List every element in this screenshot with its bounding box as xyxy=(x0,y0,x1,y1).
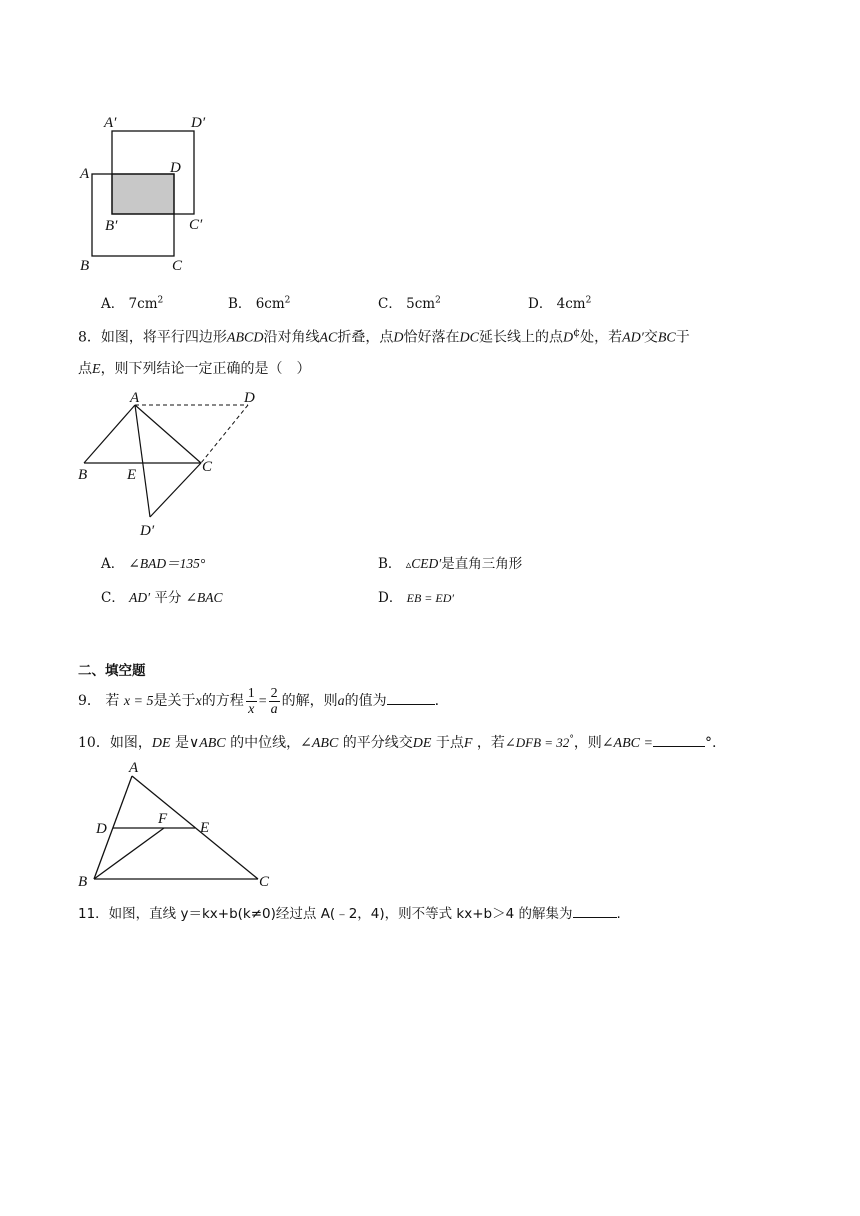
q8-line-ad-prime xyxy=(135,405,150,517)
q8-math: AD′ xyxy=(622,330,644,346)
q9-math: x = 5 xyxy=(123,694,154,709)
q10-math: ∠ABC xyxy=(300,736,339,751)
q8-math-sup: ¢ xyxy=(573,326,581,339)
q7-label-d-prime: D′ xyxy=(191,115,206,131)
q8-text: 延长线上的点 xyxy=(478,329,563,346)
q7-option-d-sup: 2 xyxy=(585,295,592,306)
q7-label-d: D xyxy=(170,160,181,176)
q8-line-ab xyxy=(84,405,135,463)
q10-math: ∨ABC xyxy=(188,736,226,751)
q9-answer-blank[interactable] xyxy=(387,704,435,705)
q8-option-b-text: 是直角三角形 xyxy=(441,556,523,572)
q10-text-part: 是 xyxy=(174,735,189,751)
q8-label-e: E xyxy=(127,467,137,483)
q7-label-c-prime: C′ xyxy=(189,217,203,233)
q7-option-a-sup: 2 xyxy=(157,295,164,306)
q7-label-b-prime: B′ xyxy=(105,218,118,234)
q8-text: 如图，将平行四边形 xyxy=(100,329,227,346)
q8-option-c-math: AD′ xyxy=(129,590,151,605)
q11-end: . xyxy=(616,906,621,922)
q9-text-part: 的解，则 xyxy=(281,693,338,709)
q9-number: 9． xyxy=(78,693,101,709)
q8-option-b-math: CED′ xyxy=(411,556,442,571)
q9-text-part: 的值为 xyxy=(344,693,387,709)
q8-option-a xyxy=(101,552,205,572)
q10-math: DE xyxy=(412,736,432,751)
q10-text xyxy=(78,732,716,752)
q8-text: 沿对角线 xyxy=(263,329,320,346)
q8-math: DC xyxy=(459,330,479,346)
q10-math: ∠DFB = 32 xyxy=(504,735,570,750)
q8-text: 点 xyxy=(78,361,92,377)
q8-math: D xyxy=(393,330,404,346)
q8-text: 交 xyxy=(643,329,658,346)
q7-option-c-letter: C． xyxy=(378,296,402,312)
q8-text: 处，若 xyxy=(580,329,623,346)
q9-frac1-num: 1 xyxy=(247,685,255,701)
q8-option-b-letter: B． xyxy=(378,556,402,572)
q8-math: AC xyxy=(319,330,338,346)
q11-question: 11．如图，直线 y＝kx+b(k≠0)经过点 A(﹣2，4)，则不等式 kx+b＞4 的解集为 xyxy=(78,906,573,922)
q10-answer-blank[interactable] xyxy=(653,746,705,747)
q9-fraction-2 xyxy=(269,686,280,717)
q10-text-part: 如图， xyxy=(109,735,152,751)
q7-option-a xyxy=(101,292,163,312)
q10-label-a: A xyxy=(129,760,139,776)
q8-option-b xyxy=(378,552,522,572)
q9-text-part: 若 xyxy=(105,693,120,709)
q7-option-a-letter: A． xyxy=(101,296,125,312)
q11-answer-blank[interactable] xyxy=(573,917,617,918)
q10-math: ∠ABC = xyxy=(601,736,653,751)
q9-frac1-den: x xyxy=(248,701,255,717)
q7-option-d-letter: D． xyxy=(528,296,553,312)
q8-text: 恰好落在 xyxy=(403,329,460,346)
q8-line-cd-prime xyxy=(150,463,201,517)
q8-option-d-letter: D． xyxy=(378,590,403,606)
q8-math: ABCD xyxy=(226,330,264,346)
q8-math: D xyxy=(562,330,574,346)
q10-math: F xyxy=(463,736,473,751)
q10-text-part: ，若 xyxy=(476,735,505,751)
q9-equals: = xyxy=(258,694,267,709)
q7-figure xyxy=(70,108,230,278)
q10-math: DE xyxy=(151,736,171,751)
q8-option-b-triangle: ▵ xyxy=(405,558,412,571)
section-title: 二、填空题 xyxy=(78,663,146,679)
q8-option-c-letter: C． xyxy=(101,590,125,606)
q8-option-c xyxy=(101,586,223,606)
q8-option-c-text: 平分 xyxy=(154,590,182,606)
q10-degree: ° xyxy=(569,734,574,745)
q7-option-b xyxy=(228,292,290,312)
q10-label-e: E xyxy=(200,820,210,836)
q10-label-c: C xyxy=(259,874,270,890)
q9-frac2-den: a xyxy=(270,701,278,717)
q10-text-part: 于点 xyxy=(435,735,464,751)
q7-label-b: B xyxy=(80,258,90,274)
q7-option-c xyxy=(378,292,441,312)
q8-label-a: A xyxy=(130,390,140,406)
q8-text-line1 xyxy=(78,326,690,347)
q9-text xyxy=(78,684,439,719)
q8-option-d-text: EB = ED′ xyxy=(406,591,455,605)
q10-text-part: ，则 xyxy=(573,735,602,751)
q9-math: a xyxy=(337,694,345,709)
q9-math: x xyxy=(195,694,202,709)
q8-text: ，则下列结论一定正确的是（ ） xyxy=(100,361,311,377)
q10-label-f: F xyxy=(158,811,168,827)
q10-label-d: D xyxy=(96,821,107,837)
q8-dashed-dc xyxy=(201,405,248,463)
q7-option-a-value: 7cm xyxy=(128,296,158,312)
q7-option-b-sup: 2 xyxy=(284,295,291,306)
q8-label-d: D xyxy=(244,390,255,406)
q7-option-b-value: 6cm xyxy=(255,296,285,312)
q7-label-a: A xyxy=(80,166,90,182)
q8-line-ac xyxy=(135,405,201,463)
q8-option-a-letter: A． xyxy=(101,556,125,572)
q9-text-part: 是关于 xyxy=(153,693,196,709)
q9-text-part: 的方程 xyxy=(201,693,244,709)
q7-option-d-value: 4cm xyxy=(556,296,586,312)
q9-end: . xyxy=(434,693,440,709)
q8-number: 8． xyxy=(78,329,101,346)
q10-label-b: B xyxy=(78,874,88,890)
q8-text: 折叠，点 xyxy=(337,329,394,346)
q8-text: 于 xyxy=(675,329,690,346)
q8-label-b: B xyxy=(78,467,88,483)
q10-number: 10． xyxy=(78,735,110,751)
q10-figure xyxy=(70,755,290,895)
q8-label-c: C xyxy=(202,459,213,475)
q8-option-d xyxy=(378,586,454,606)
q10-text-part: 的中位线， xyxy=(230,735,301,751)
q8-option-a-text: ∠BAD＝135° xyxy=(128,556,206,571)
q11-text xyxy=(78,902,621,922)
q8-text-line2 xyxy=(78,358,311,378)
q7-option-c-value: 5cm xyxy=(406,296,436,312)
q8-figure xyxy=(70,385,270,545)
q10-text-part: 的平分线交 xyxy=(342,735,413,751)
q7-option-d xyxy=(528,292,591,312)
q9-frac2-num: 2 xyxy=(270,685,278,701)
q8-label-d-prime: D′ xyxy=(140,523,155,539)
q7-label-c: C xyxy=(172,258,183,274)
q9-fraction-1 xyxy=(246,686,257,717)
q8-math: E xyxy=(92,362,101,377)
q10-end: °. xyxy=(704,735,717,751)
q8-option-c-math: ∠BAC xyxy=(185,590,223,605)
q8-math: BC xyxy=(657,330,676,346)
q7-shaded-overlap xyxy=(112,174,174,214)
q7-option-b-letter: B． xyxy=(228,296,252,312)
q7-label-a-prime: A′ xyxy=(104,115,117,131)
q7-option-c-sup: 2 xyxy=(435,295,441,306)
